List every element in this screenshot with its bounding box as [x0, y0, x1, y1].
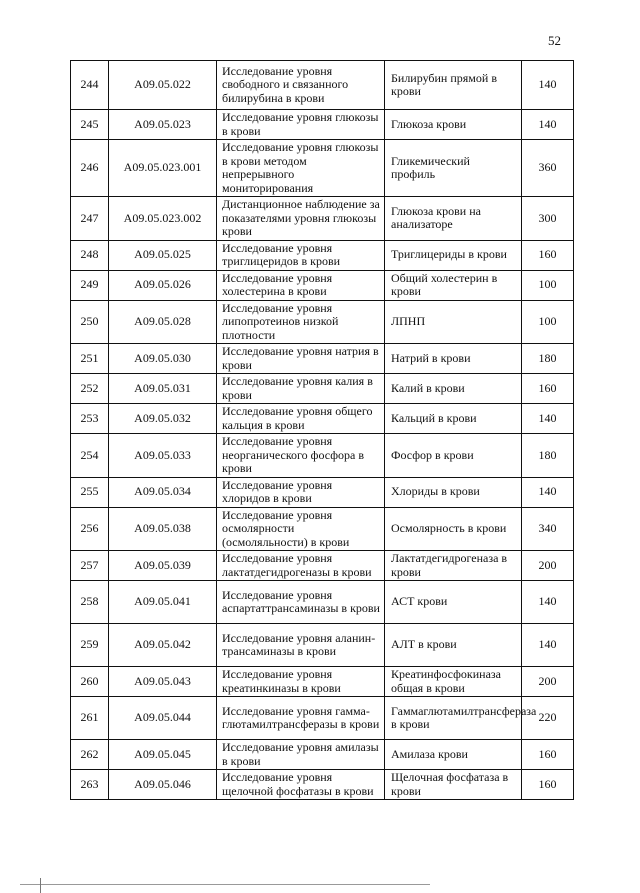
service-price: 200 — [522, 667, 574, 697]
service-code: A09.05.039 — [109, 551, 217, 581]
service-name: Исследование уровня щелочной фосфатазы в крови — [217, 770, 385, 800]
scan-edge-line — [20, 884, 430, 885]
service-name: Исследование уровня лактатдегидрогеназы в крови — [217, 551, 385, 581]
service-short-name: Гаммаглютамилтрансфераза в крови — [385, 697, 522, 740]
table-row — [71, 270, 574, 300]
service-name: Дистанционное наблюдение за показателями уровня глюкозы крови — [217, 197, 385, 241]
service-code: A09.05.025 — [109, 240, 217, 270]
service-price: 140 — [522, 624, 574, 667]
row-number: 254 — [71, 434, 109, 478]
row-number: 245 — [71, 110, 109, 140]
service-code: A09.05.033 — [109, 434, 217, 478]
table-row — [71, 740, 574, 770]
table-row — [71, 434, 574, 478]
service-short-name: АЛТ в крови — [385, 624, 522, 667]
row-number: 261 — [71, 697, 109, 740]
service-short-name: Фосфор в крови — [385, 434, 522, 478]
scan-edge-tick — [40, 878, 41, 893]
service-name: Исследование уровня аспартаттрансаминазы в крови — [217, 581, 385, 624]
service-code: A09.05.026 — [109, 270, 217, 300]
service-short-name: Щелочная фосфатаза в крови — [385, 770, 522, 800]
row-number: 246 — [71, 140, 109, 197]
service-price: 160 — [522, 770, 574, 800]
service-short-name: Гликемический профиль — [385, 140, 522, 197]
service-code: A09.05.034 — [109, 477, 217, 507]
service-code: A09.05.045 — [109, 740, 217, 770]
row-number: 258 — [71, 581, 109, 624]
row-number: 259 — [71, 624, 109, 667]
service-code: A09.05.030 — [109, 344, 217, 374]
table-row — [71, 404, 574, 434]
service-price: 140 — [522, 404, 574, 434]
service-price: 300 — [522, 197, 574, 241]
service-price: 160 — [522, 240, 574, 270]
table-row — [71, 140, 574, 197]
row-number: 244 — [71, 61, 109, 110]
service-name: Исследование уровня креатинкиназы в крови — [217, 667, 385, 697]
service-code: A09.05.038 — [109, 507, 217, 551]
table-row — [71, 507, 574, 551]
service-name: Исследование уровня осмолярности (осмоляльности) в крови — [217, 507, 385, 551]
service-name: Исследование уровня амилазы в крови — [217, 740, 385, 770]
table-row — [71, 344, 574, 374]
service-price: 100 — [522, 270, 574, 300]
table-row — [71, 581, 574, 624]
service-price: 140 — [522, 61, 574, 110]
row-number: 251 — [71, 344, 109, 374]
service-price: 180 — [522, 344, 574, 374]
row-number: 260 — [71, 667, 109, 697]
service-name: Исследование уровня гамма-глютамилтрансферазы в крови — [217, 697, 385, 740]
row-number: 255 — [71, 477, 109, 507]
service-name: Исследование уровня глюкозы в крови — [217, 110, 385, 140]
service-short-name: Глюкоза крови — [385, 110, 522, 140]
row-number: 250 — [71, 300, 109, 344]
service-short-name: Кальций в крови — [385, 404, 522, 434]
service-price: 360 — [522, 140, 574, 197]
service-short-name: ЛПНП — [385, 300, 522, 344]
service-code: A09.05.022 — [109, 61, 217, 110]
service-price: 140 — [522, 581, 574, 624]
service-price: 140 — [522, 477, 574, 507]
service-name: Исследование уровня аланин-трансаминазы в крови — [217, 624, 385, 667]
service-short-name: Глюкоза крови на анализаторе — [385, 197, 522, 241]
service-price: 340 — [522, 507, 574, 551]
price-table — [70, 60, 574, 800]
table-row — [71, 667, 574, 697]
service-name: Исследование уровня общего кальция в крови — [217, 404, 385, 434]
service-name: Исследование уровня липопротеинов низкой плотности — [217, 300, 385, 344]
service-code: A09.05.028 — [109, 300, 217, 344]
table-row — [71, 110, 574, 140]
service-price: 200 — [522, 551, 574, 581]
service-name: Исследование уровня калия в крови — [217, 374, 385, 404]
service-short-name: Амилаза крови — [385, 740, 522, 770]
service-code: A09.05.031 — [109, 374, 217, 404]
table-row — [71, 374, 574, 404]
service-code: A09.05.032 — [109, 404, 217, 434]
service-short-name: Креатинфосфокиназа общая в крови — [385, 667, 522, 697]
row-number: 262 — [71, 740, 109, 770]
service-code: A09.05.042 — [109, 624, 217, 667]
service-code: A09.05.041 — [109, 581, 217, 624]
service-code: A09.05.043 — [109, 667, 217, 697]
table-row — [71, 197, 574, 241]
page-number: 52 — [548, 33, 561, 48]
service-short-name: Калий в крови — [385, 374, 522, 404]
table-row — [71, 61, 574, 110]
row-number: 253 — [71, 404, 109, 434]
service-price: 180 — [522, 434, 574, 478]
row-number: 256 — [71, 507, 109, 551]
service-price: 140 — [522, 110, 574, 140]
service-short-name: Лактатдегидрогеназа в крови — [385, 551, 522, 581]
service-name: Исследование уровня холестерина в крови — [217, 270, 385, 300]
service-code: A09.05.023 — [109, 110, 217, 140]
table-row — [71, 697, 574, 740]
row-number: 249 — [71, 270, 109, 300]
service-short-name: Триглицериды в крови — [385, 240, 522, 270]
service-short-name: Билирубин прямой в крови — [385, 61, 522, 110]
service-name: Исследование уровня неорганического фосфора в крови — [217, 434, 385, 478]
service-name: Исследование уровня свободного и связанного билирубина в крови — [217, 61, 385, 110]
table-row — [71, 770, 574, 800]
service-name: Исследование уровня глюкозы в крови методом непрерывного мониторирования — [217, 140, 385, 197]
service-short-name: Общий холестерин в крови — [385, 270, 522, 300]
service-short-name: АСТ крови — [385, 581, 522, 624]
service-name: Исследование уровня натрия в крови — [217, 344, 385, 374]
service-short-name: Хлориды в крови — [385, 477, 522, 507]
service-short-name: Осмолярность в крови — [385, 507, 522, 551]
table-row — [71, 477, 574, 507]
service-name: Исследование уровня хлоридов в крови — [217, 477, 385, 507]
table-row — [71, 300, 574, 344]
row-number: 248 — [71, 240, 109, 270]
row-number: 252 — [71, 374, 109, 404]
row-number: 263 — [71, 770, 109, 800]
service-code: A09.05.046 — [109, 770, 217, 800]
service-price: 160 — [522, 740, 574, 770]
table-row — [71, 551, 574, 581]
service-short-name: Натрий в крови — [385, 344, 522, 374]
row-number: 257 — [71, 551, 109, 581]
service-price: 100 — [522, 300, 574, 344]
service-code: A09.05.023.001 — [109, 140, 217, 197]
service-price: 220 — [522, 697, 574, 740]
table-row — [71, 240, 574, 270]
service-code: A09.05.023.002 — [109, 197, 217, 241]
service-name: Исследование уровня триглицеридов в крови — [217, 240, 385, 270]
row-number: 247 — [71, 197, 109, 241]
service-price: 160 — [522, 374, 574, 404]
service-code: A09.05.044 — [109, 697, 217, 740]
table-row — [71, 624, 574, 667]
